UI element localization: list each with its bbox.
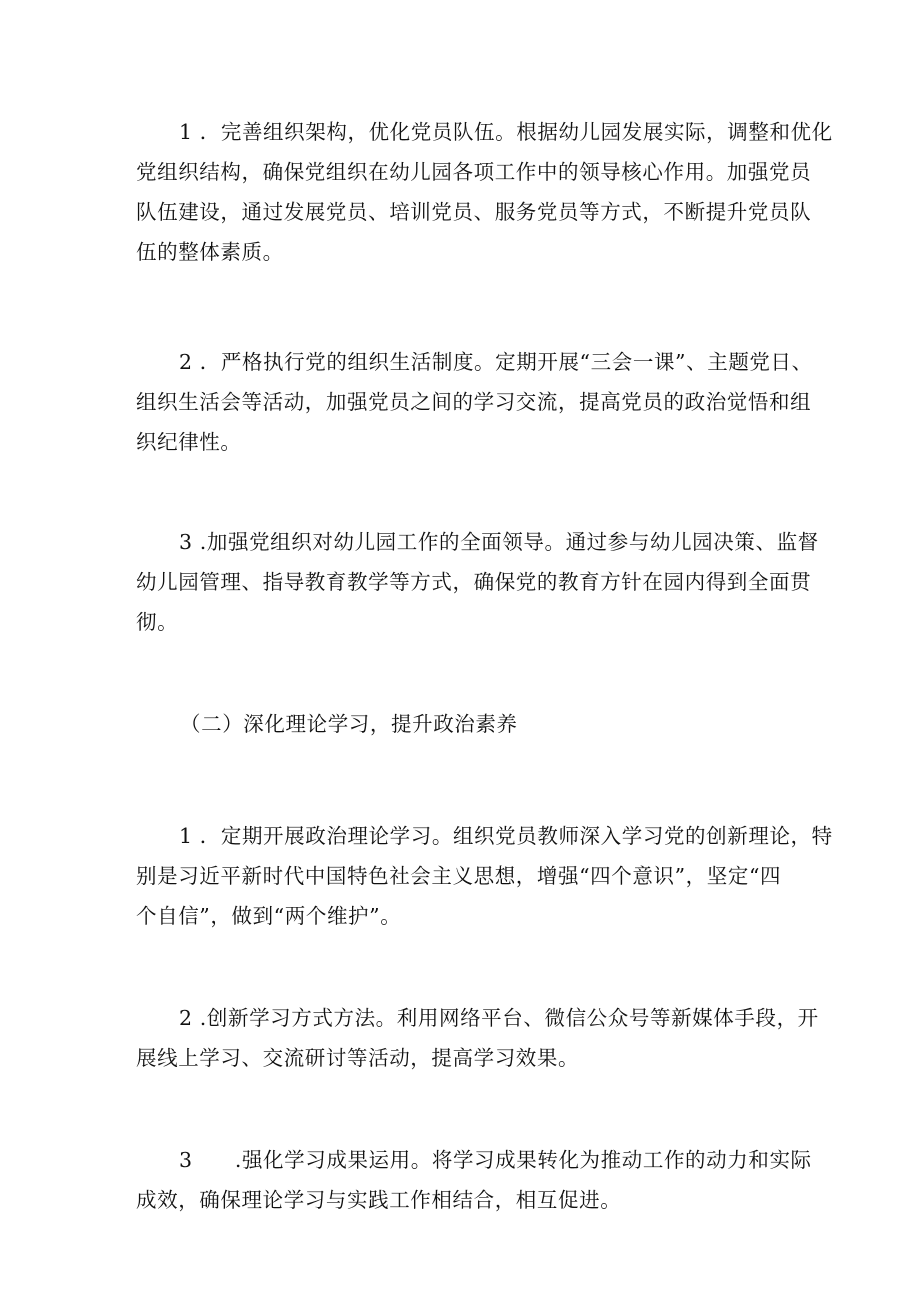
paragraph-2: [136, 342, 813, 462]
paragraph-line: 2 .创新学习方式方法。利用网络平台、微信公众号等新媒体手段，开: [179, 1006, 819, 1030]
paragraph-line: 伍的整体素质。: [136, 240, 284, 264]
paragraph-line: 彻。: [136, 610, 179, 634]
paragraph-line: 3 .强化学习成果运用。将学习成果转化为推动工作的动力和实际: [179, 1148, 812, 1172]
paragraph-3: [136, 522, 819, 642]
paragraph-line: 3 .加强党组织对幼儿园工作的全面领导。通过参与幼儿园决策、监督: [179, 530, 819, 554]
paragraph-1: [136, 112, 833, 272]
paragraph-line: 个自信”，做到“两个维护”。: [136, 904, 402, 928]
paragraph-line: 展线上学习、交流研讨等活动，提高学习效果。: [136, 1046, 580, 1070]
paragraph-4: [136, 816, 833, 936]
paragraph-line: 织纪律性。: [136, 430, 242, 454]
paragraph-line: 别是习近平新时代中国特色社会主义思想，增强“四个意识”，坚定“四: [136, 864, 782, 888]
paragraph-line: 1 ．完善组织架构，优化党员队伍。根据幼儿园发展实际，调整和优化: [179, 120, 833, 144]
section-heading: （二）深化理论学习，提升政治素养: [180, 712, 518, 736]
paragraph-line: 党组织结构，确保党组织在幼儿园各项工作中的领导核心作用。加强党员: [136, 160, 812, 184]
paragraph-5: [136, 998, 819, 1078]
paragraph-line: 组织生活会等活动，加强党员之间的学习交流，提高党员的政治觉悟和组: [136, 390, 812, 414]
paragraph-line: 2 ．严格执行党的组织生活制度。定期开展“三会一课”、主题党日、: [179, 350, 813, 374]
paragraph-6: [136, 1140, 812, 1220]
paragraph-line: 成效，确保理论学习与实践工作相结合，相互促进。: [136, 1188, 622, 1212]
paragraph-line: 1 ．定期开展政治理论学习。组织党员教师深入学习党的创新理论，特: [179, 824, 833, 848]
paragraph-line: 幼儿园管理、指导教育教学等方式，确保党的教育方针在园内得到全面贯: [136, 570, 812, 594]
paragraph-line: 队伍建设，通过发展党员、培训党员、服务党员等方式，不断提升党员队: [136, 200, 812, 224]
